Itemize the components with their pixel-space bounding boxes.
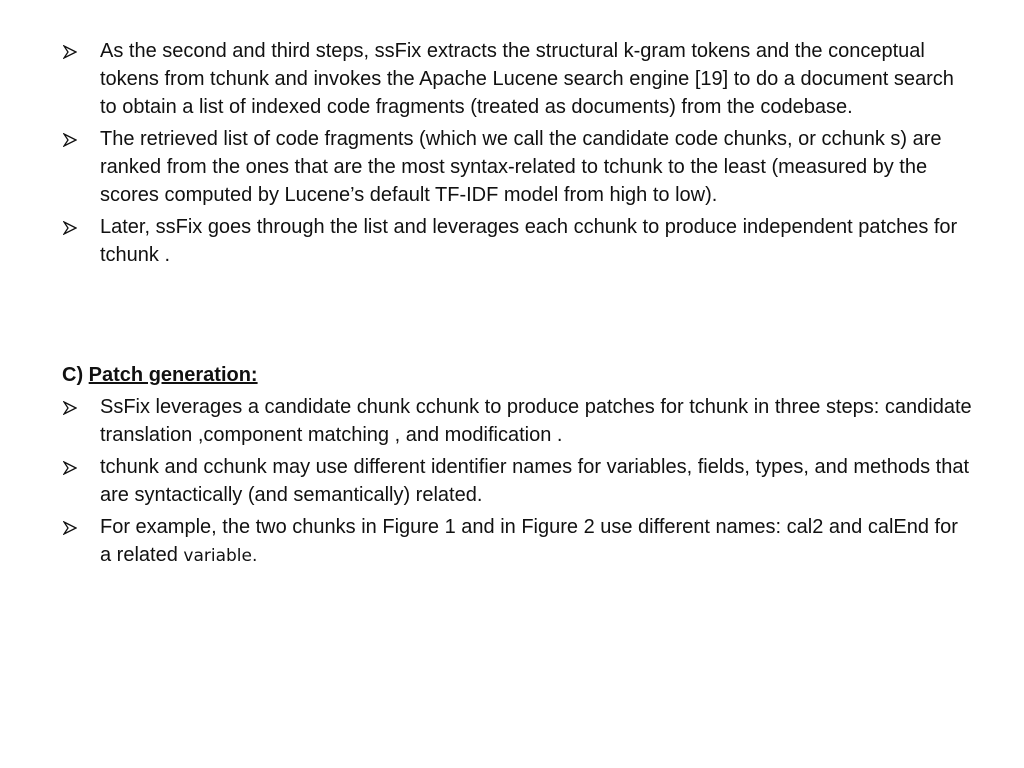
bullet-item-ranked-list	[0, 125, 1024, 209]
bullet-item-identifier-names	[0, 453, 1024, 509]
bullet-text: Later, ssFix goes through the list and leverages each cchunk to produce independent patches for tchunk .	[100, 216, 958, 266]
bullet-text-example	[100, 513, 974, 570]
bullet-item-extract-tokens	[0, 37, 1024, 121]
bullet-item-candidate-chunk	[0, 393, 1024, 449]
arrow-bullet-icon	[63, 221, 77, 235]
section-title: Patch generation:	[88, 364, 258, 386]
bullet-item-independent-patches	[0, 213, 1024, 269]
section-prefix: C)	[62, 364, 89, 386]
bullet-text: SsFix leverages a candidate chunk cchunk to produce patches for tchunk in three steps: candidate translation ,component matching , and modification .	[100, 396, 972, 446]
arrow-bullet-icon	[63, 45, 77, 59]
bottom-bullet-section	[0, 393, 1024, 574]
bullet-item-example	[0, 513, 1024, 570]
arrow-bullet-icon	[63, 133, 77, 147]
variable-word: variable.	[183, 546, 258, 566]
bullet-text: As the second and third steps, ssFix extracts the structural k-gram tokens and the conceptual tokens from tchunk and invokes the Apache Lucene search engine [19] to do a document search to obtain a list of indexed code fragments (treated as documents) from the codebase.	[100, 40, 954, 118]
top-bullet-list	[0, 37, 1024, 269]
section-heading	[62, 361, 258, 389]
arrow-bullet-icon	[63, 521, 77, 535]
top-bullet-section	[0, 37, 1024, 273]
bullet-text: The retrieved list of code fragments (which we call the candidate code chunks, or cchunk s) are ranked from the ones that are the most syntax-related to tchunk to the least (measured by the scores computed by Lucene’s default TF-IDF model from high to low).	[100, 128, 942, 206]
arrow-bullet-icon	[63, 401, 77, 415]
example-text: For example, the two chunks in Figure 1 and in Figure 2 use different names: cal2 and calEnd for a related	[100, 516, 958, 566]
bullet-text: tchunk and cchunk may use different identifier names for variables, fields, types, and methods that are syntactically (and semantically) related.	[100, 456, 969, 506]
bottom-bullet-list	[0, 393, 1024, 570]
arrow-bullet-icon	[63, 461, 77, 475]
